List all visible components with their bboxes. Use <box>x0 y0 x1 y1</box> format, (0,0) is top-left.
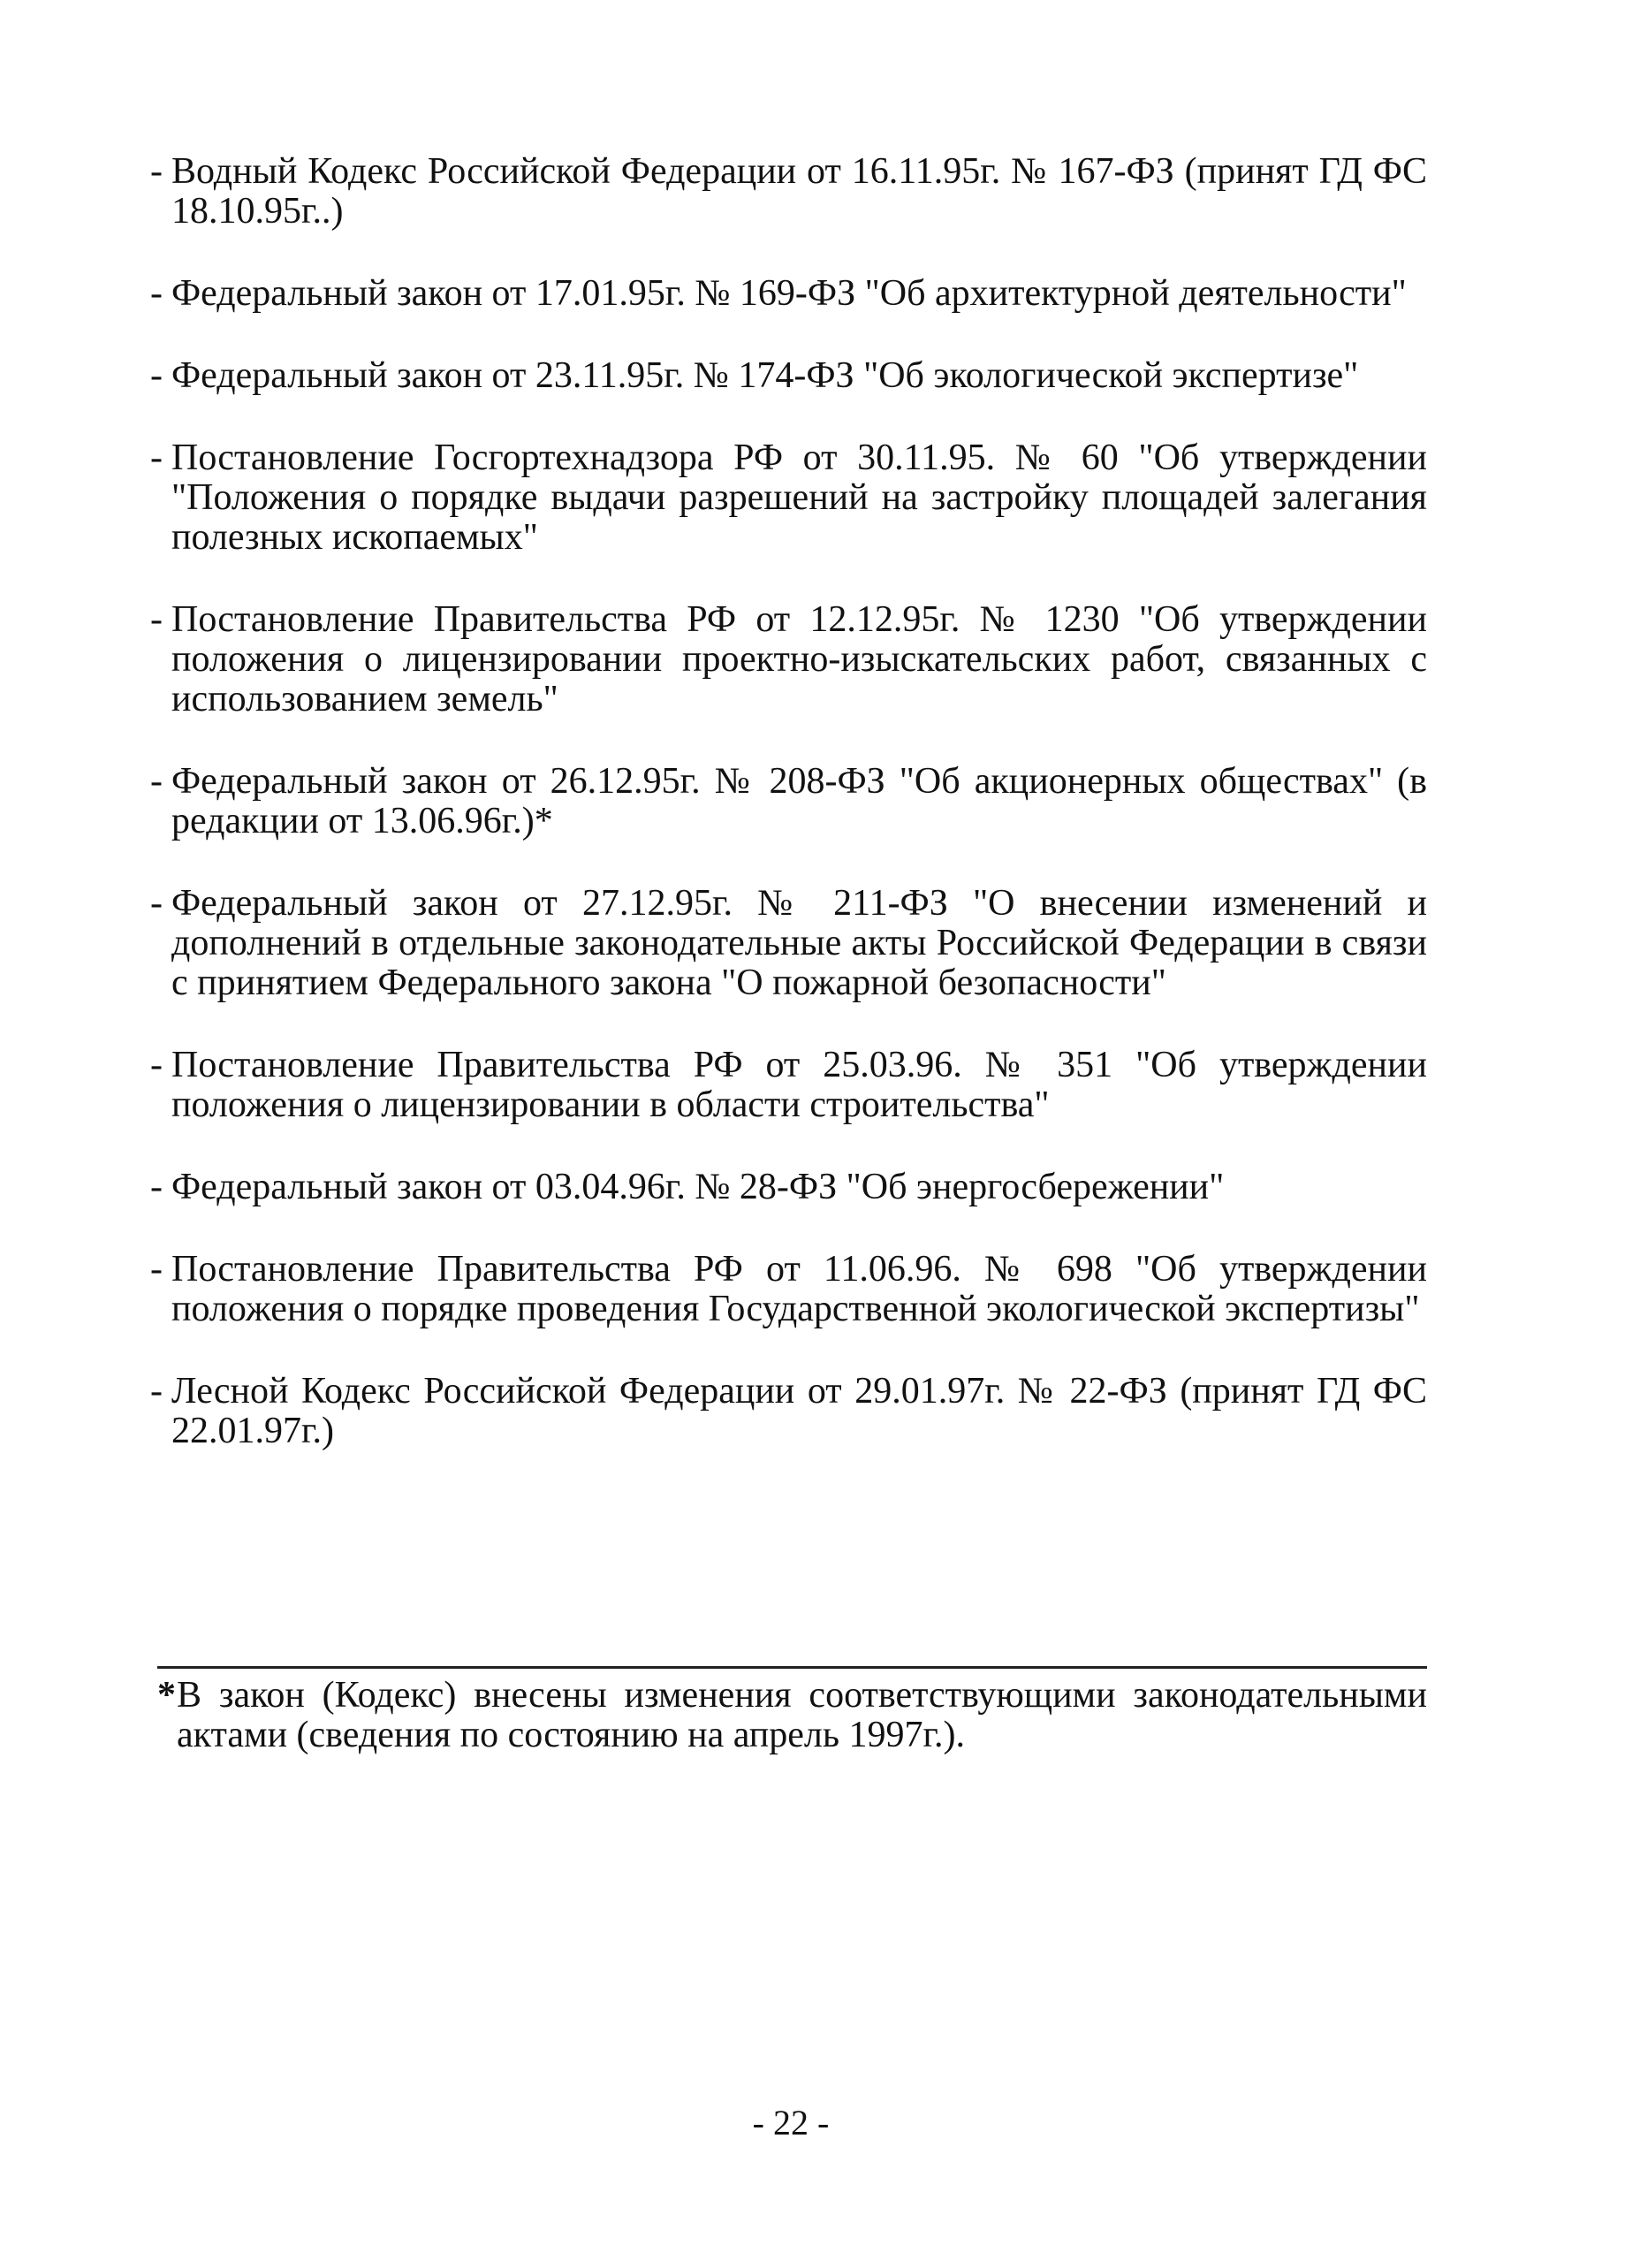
list-item <box>150 884 1427 1003</box>
footnote-text-block <box>157 1676 1427 1755</box>
list-item <box>150 1046 1427 1125</box>
list-item <box>150 1250 1427 1329</box>
list-dash: - <box>150 438 163 478</box>
list-dash: - <box>150 1249 163 1290</box>
list-item <box>150 1372 1427 1451</box>
footnote-rule <box>157 1666 1427 1669</box>
list-item-text: Водный Кодекс Российской Федерации от 16.11.95г. № 167-ФЗ (принят ГД ФС 18.10.95г..) <box>171 151 1427 232</box>
list-item <box>150 152 1427 232</box>
list-item-text: Федеральный закон от 23.11.95г. № 174-ФЗ "Об экологической экспертизе" <box>171 355 1359 396</box>
list-item <box>150 600 1427 719</box>
footnote-text: В закон (Кодекс) внесены изменения соответствующими законодательными актами (сведения по состоянию на апрель 1997г.). <box>177 1675 1427 1755</box>
list-dash: - <box>150 599 163 640</box>
list-item <box>150 1168 1427 1207</box>
list-item <box>150 274 1427 314</box>
list-item <box>150 762 1427 841</box>
legal-acts-list <box>150 152 1427 1494</box>
footnote <box>157 1666 1427 1755</box>
list-dash: - <box>150 355 163 396</box>
list-dash: - <box>150 1167 163 1207</box>
list-item-text: Постановление Правительства РФ от 11.06.96. № 698 "Об утверждении положения о порядке проведения Государственной экологической экспертизы" <box>171 1249 1427 1329</box>
list-item-text: Постановление Правительства РФ от 12.12.95г. № 1230 "Об утверждении положения о лицензировании проектно-изыскательских работ, связанных с использованием земель" <box>171 599 1427 719</box>
list-dash: - <box>150 1371 163 1412</box>
list-item <box>150 438 1427 558</box>
list-item-text: Федеральный закон от 26.12.95г. № 208-ФЗ "Об акционерных обществах" (в редакции от 13.06.96г.)* <box>171 761 1427 841</box>
list-dash: - <box>150 1045 163 1085</box>
list-item-text: Постановление Правительства РФ от 25.03.96. № 351 "Об утверждении положения о лицензировании в области строительства" <box>171 1045 1427 1125</box>
list-item-text: Федеральный закон от 03.04.96г. № 28-ФЗ "Об энергосбережении" <box>171 1167 1225 1207</box>
list-item-text: Лесной Кодекс Российской Федерации от 29.01.97г. № 22-ФЗ (принят ГД ФС 22.01.97г.) <box>171 1371 1427 1451</box>
list-dash: - <box>150 273 163 314</box>
list-dash: - <box>150 151 163 192</box>
list-item <box>150 356 1427 396</box>
list-item-text: Постановление Госгортехнадзора РФ от 30.11.95. № 60 "Об утверждении "Положения о порядке выдачи разрешений на застройку площадей залегания полезных ископаемых" <box>171 438 1427 558</box>
list-dash: - <box>150 883 163 924</box>
list-item-text: Федеральный закон от 17.01.95г. № 169-ФЗ "Об архитектурной деятельности" <box>171 273 1407 314</box>
list-item-text: Федеральный закон от 27.12.95г. № 211-ФЗ "О внесении изменений и дополнений в отдельные законодательные акты Российской Федерации в связи с принятием Федерального закона "О пожарной безопасности" <box>171 883 1427 1003</box>
list-dash: - <box>150 761 163 802</box>
page-number: - 22 - <box>752 2103 830 2142</box>
footnote-marker: * <box>157 1675 176 1716</box>
